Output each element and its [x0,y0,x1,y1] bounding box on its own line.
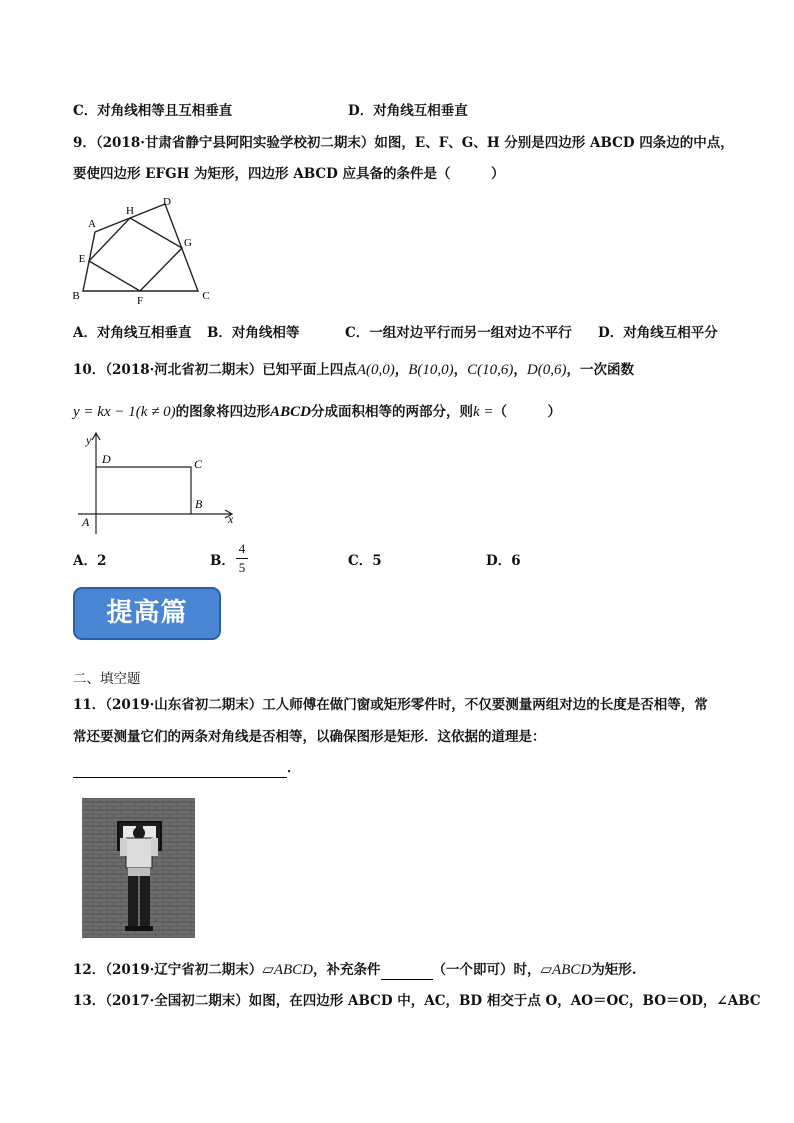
point-b: B(10,0) [408,362,454,378]
q10-option-c: C．5 [348,553,382,569]
q11-stem-line1: 11．（2019·山东省初二期末）工人师傅在做门窗或矩形零件时，不仅要测量两组对边的长度是否相等，常 [73,697,708,713]
label-E: E [78,253,86,265]
q9-stem-line1: 9．（2018·甘肃省静宁县阿阳实验学校初二期末）如图，E、F、G、H 分别是四边形 ABCD 四条边的中点， [73,135,734,151]
point-c: C(10,6) [467,362,514,378]
worker-window-photo [82,798,195,938]
linear-function: y = kx − 1(k ≠ 0) [73,404,176,420]
point-a: A(0,0) [356,362,395,378]
q9-option-a: A．对角线互相垂直 [73,325,192,341]
axis-label-y: y [86,433,92,447]
condition-blank[interactable] [381,964,433,980]
label-A: A [82,515,90,529]
fraction-denominator: 5 [238,560,246,575]
label-C: C [194,457,203,471]
q11-answer-line: ． [73,758,301,778]
q9-option-b: B．对角线相等 [207,325,300,341]
q10-option-d: D．6 [486,553,521,569]
q10-option-a: A．2 [73,553,107,569]
label-B: B [72,290,80,302]
label-D: D [102,452,111,466]
parallelogram-2: ▱ABCD [540,962,592,978]
label-F: F [136,295,144,305]
point-d: D(0,6) [526,362,567,378]
label-G: G [184,237,192,249]
parallelogram-1: ▱ABCD [262,962,314,978]
label-D: D [163,196,171,208]
q10-stem-line2: y = kx − 1(k ≠ 0)的图象将四边形ABCD分成面积相等的两部分，则k =（ ） [73,404,561,420]
section-title: 二、填空题 [73,671,141,687]
q12-stem: 12．（2019·辽宁省初二期末）▱ABCD，补充条件 （一个即可）时，▱ABCD为矩形. [73,962,637,978]
advanced-section-banner: 提高篇 [73,587,221,640]
q10-option-b-fraction [236,541,248,576]
q10-option-b: B． [210,553,235,569]
q9-stem-line2: 要使四边形 EFGH 为矩形，四边形 ABCD 应具备的条件是（ ） [73,166,505,182]
q10-stem-line1: 10．（2018·河北省初二期末）已知平面上四点A(0,0)，B(10,0)，C(10,6)，D(0,6)，一次函数 [73,362,634,378]
fraction-numerator: 4 [238,541,246,556]
label-A: A [88,218,96,230]
label-H: H [126,205,134,217]
q13-stem-line1: 13．（2017·全国初二期末）如图，在四边形 ABCD 中，AC，BD 相交于点 O，AO＝OC，BO＝OD，∠ABC [73,993,761,1009]
q11-stem-line2: 常还要测量它们的两条对角线是否相等，以确保图形是矩形．这依据的道理是： [73,729,546,745]
q9-quadrilateral-figure [70,193,220,305]
answer-blank[interactable] [73,762,287,778]
k-expression: k = [472,404,494,420]
q8-option-d: D．对角线互相垂直 [348,103,468,119]
q9-option-c: C．一组对边平行而另一组对边不平行 [345,325,572,341]
axis-label-x: x [228,512,234,526]
q9-option-d: D．对角线互相平分 [598,325,718,341]
label-B: B [195,497,203,511]
quad-name: ABCD [270,404,311,420]
rectangle-abcd [96,467,191,514]
label-C: C [202,290,210,302]
q8-option-c: C．对角线相等且互相垂直 [73,103,233,119]
q10-coordinate-figure [74,430,244,538]
